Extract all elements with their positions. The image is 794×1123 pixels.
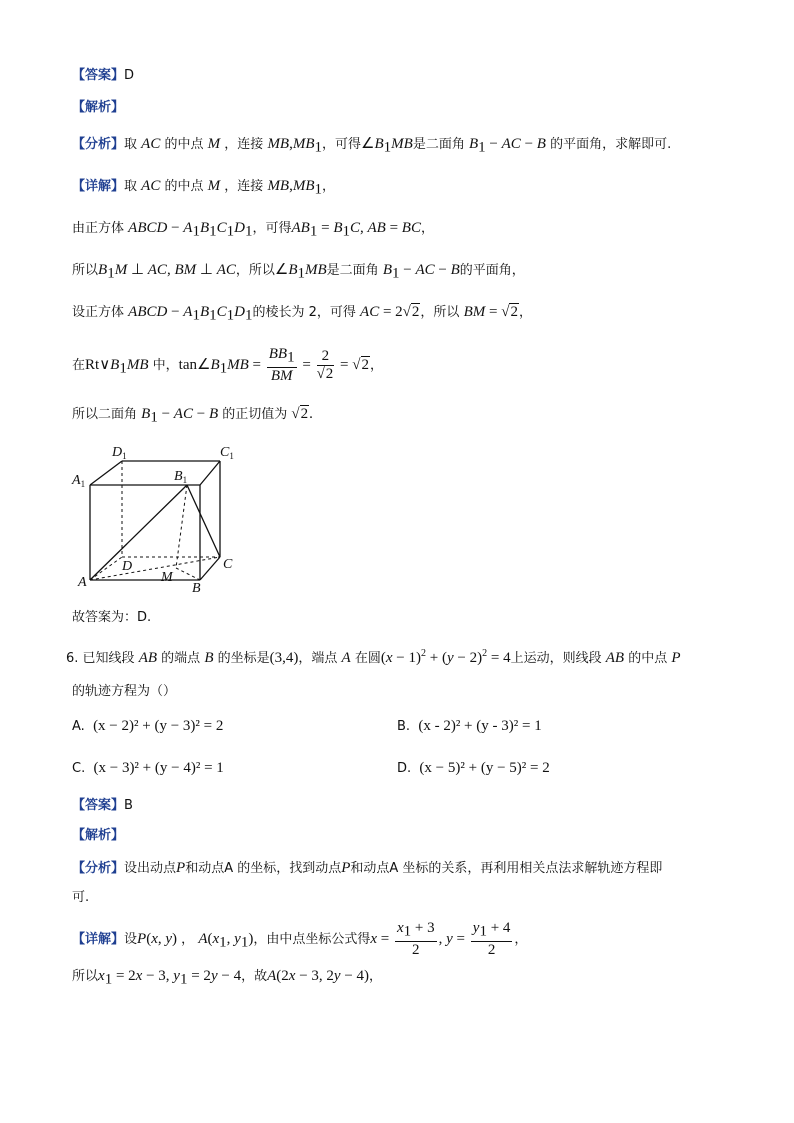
q5-line-result: 所以二面角 $B_1$ − AC − B 的正切值为 √2. [72,406,313,426]
q5-jiexi-heading [72,98,124,118]
cube-edges-solid [90,461,220,580]
q5-fenxi-line: 【分析】取 AC 的中点 M ，连接 $MB,MB_1$，可得$\angle B_1MB$是二面角 $B_1$ − AC − B 的平面角，求解即可. [72,136,672,156]
q5-line-perp: 所以$B_1M$ ⊥ AC, BM ⊥ AC，所以$\angle B_1MB$是二面角 $B_1$ − AC − B的平面角， [72,262,525,282]
option-c[interactable]: C. (x − 3)² + (y − 4)² = 1 [72,760,224,776]
cube-figure [70,440,250,600]
q6-last-line: 所以$x_1 = 2x - 3$, $y_1 = 2y - 4$，故A(2x − 3, 2y − 4)， [72,968,383,988]
answer-value: B [124,798,133,813]
label-B: B [192,581,201,596]
q6-xiangjie-line: 【详解】设P(x, y) ， $A(x_1$, $y_1$)，由中点坐标公式得x = $\frac{x_1 + 3}{2}$ , y = $\frac{y_1 + 4}{2}$ ， [72,920,528,958]
label-D1: $D_1$ [112,445,127,461]
q6-jiexi-heading: 【解析】 [72,828,125,843]
jiexi-tag: 【解析】 [72,100,125,115]
cube-labels [71,445,234,596]
q5-answer-line [72,66,134,86]
option-b[interactable]: B. (x - 2)² + (y - 3)² = 1 [397,718,542,734]
answer-tag: 【答案】 [72,68,125,83]
label-A: A [78,575,87,590]
q6-stem-line1: 6. 已知线段 AB 的端点 B 的坐标是(3,4)，端点 A 在圆$(x - 1)^2 + (y - 2)^2 = 4$上运动，则线段 AB 的中点 P [66,648,681,666]
q6-fenxi-line1: 【分析】设出动点P和动点A 的坐标，找到动点P和动点A 坐标的关系，再利用相关点法求解轨迹方程即 [72,860,663,876]
q6-answer-line: 【答案】B [72,798,133,813]
label-B1: $B_1$ [174,469,188,485]
q5-line-length: 设正方体 ABCD − $A_1B_1C_1D_1$的棱长为 2，可得 AC = 2√2，所以 BM = √2， [72,304,532,324]
q5-xiangjie-line: 【详解】取 AC 的中点 M ，连接 $MB,MB_1$， [72,178,336,198]
q6-stem-line2: 的轨迹方程为（） [72,684,177,699]
label-D: D [122,559,133,574]
label-A1: $A_1$ [72,473,86,489]
label-C: C [223,557,233,572]
option-d[interactable]: D. (x − 5)² + (y − 5)² = 2 [397,760,550,776]
answer-value: D [124,68,135,83]
label-M: M [161,570,173,585]
q5-final: 故答案为：D. [72,610,152,625]
q5-line-cube: 由正方体 ABCD − $A_1B_1C_1D_1$，可得$AB_1 = B_1C$, AB = BC， [72,220,434,240]
label-C1: $C_1$ [220,445,234,461]
q6-fenxi-line2: 可. [72,890,90,905]
q5-line-tan: 在$Rt\vee B_1MB$ 中，$\tan\angle B_1MB$ = $\frac{BB_1}{BM}$ = $\frac{2}{√2}$ = √2， [72,346,384,384]
option-a[interactable]: A. (x − 2)² + (y − 3)² = 2 [72,718,224,734]
